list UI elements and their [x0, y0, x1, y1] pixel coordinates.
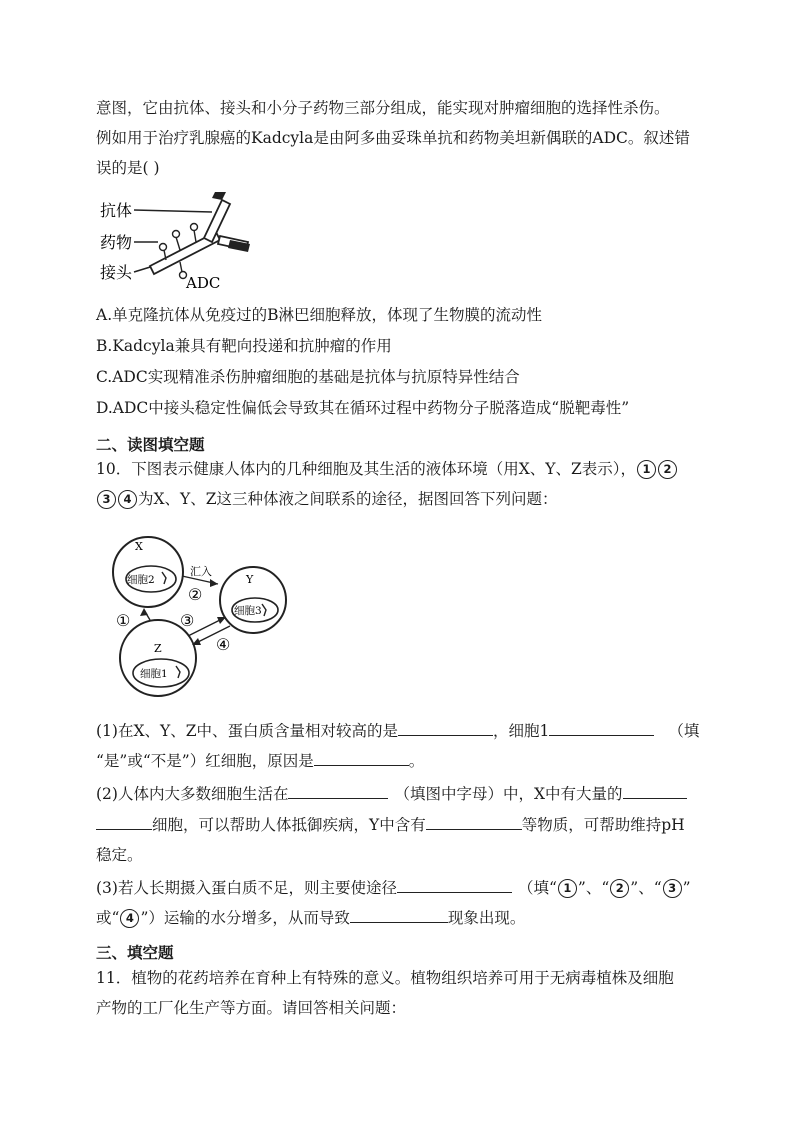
adc-label-linker: 接头	[100, 263, 133, 282]
q10-sub3-text-g: ”）运输的水分增多，从而导致	[140, 909, 350, 927]
answer-blank[interactable]	[350, 906, 448, 923]
answer-blank[interactable]	[426, 813, 522, 830]
answer-blank[interactable]	[397, 876, 512, 893]
q10-sub2-line-3: 稳定。	[96, 846, 143, 864]
q9-stem-line-1: 意图，它由抗体、接头和小分子药物三部分组成，能实现对肿瘤细胞的选择性杀伤。	[96, 99, 670, 117]
q10-sub3-text-e: ”	[682, 879, 691, 897]
q10-stem-line-1	[96, 458, 678, 480]
q10-sub3-line-1	[96, 876, 691, 899]
q10-sub1-text-c: （填	[668, 722, 700, 740]
q10-sub3-text-f: 或“	[96, 909, 120, 927]
q10-sub1-text-e: 。	[408, 752, 425, 770]
circled-number-1: 1	[558, 879, 577, 898]
flow-label-huiru: 汇入	[190, 565, 212, 578]
answer-blank[interactable]	[398, 719, 493, 736]
adc-label-antibody: 抗体	[100, 201, 133, 220]
q11-stem-line-2: 产物的工厂化生产等方面。请回答相关问题：	[96, 999, 407, 1017]
q9-stem-line-3: 误的是( )	[96, 159, 160, 177]
answer-blank[interactable]	[623, 782, 687, 799]
circled-number-4: 4	[120, 909, 139, 928]
adc-label-drug: 药物	[100, 233, 133, 252]
circled-number-2: 2	[610, 879, 629, 898]
adc-label-adc: ADC	[186, 274, 221, 292]
q10-stem-text-b: 为X、Y、Z这三种体液之间联系的途径，据图回答下列问题：	[138, 490, 558, 508]
q10-sub3-text-c: ”、“	[577, 879, 610, 897]
answer-blank[interactable]	[549, 719, 654, 736]
fluid-x-label: X	[135, 540, 143, 553]
q10-sub1-text-a: (1)在X、Y、Z中、蛋白质含量相对较高的是	[96, 722, 398, 740]
q9-option-a: A.单克隆抗体从免疫过的B淋巴细胞释放，体现了生物膜的流动性	[96, 306, 543, 324]
q10-sub3-text-b: （填“	[517, 879, 557, 897]
cell-2-label: 细胞2	[127, 574, 155, 586]
circled-number-2: 2	[658, 460, 677, 479]
q9-option-d: D.ADC中接头稳定性偏低会导致其在循环过程中药物分子脱落造成“脱靶毒性”	[96, 399, 630, 417]
q10-sub3-text-h: 现象出现。	[447, 909, 526, 927]
q10-sub3-text-a: (3)若人长期摄入蛋白质不足，则主要使途径	[96, 879, 397, 897]
pathway-4-label: ④	[216, 635, 231, 654]
fluid-y-label: Y	[246, 573, 254, 586]
q10-stem-line-2	[96, 488, 558, 510]
body-fluid-diagram	[106, 528, 316, 698]
pathway-3-label: ③	[180, 611, 195, 630]
section-2-title: 二、读图填空题	[96, 436, 205, 454]
answer-blank[interactable]	[96, 813, 152, 830]
q10-sub3-line-2	[96, 906, 525, 929]
circled-number-3: 3	[663, 879, 682, 898]
cell-3-label: 细胞3	[234, 605, 262, 617]
circled-number-3: 3	[97, 490, 116, 509]
q10-sub1-line-2	[96, 749, 424, 772]
fluid-z-label: Z	[154, 642, 162, 655]
q10-sub2-text-d: 等物质，可帮助维持pH	[521, 816, 685, 834]
adc-figure	[100, 192, 260, 292]
q10-sub1-line-1	[96, 719, 699, 742]
pathway-2-label: ②	[188, 585, 203, 604]
q10-stem-text-a: 10．下图表示健康人体内的几种细胞及其生活的液体环境（用X、Y、Z表示），	[96, 460, 637, 478]
section-3-title: 三、填空题	[96, 944, 174, 962]
circled-number-1: 1	[637, 460, 656, 479]
q9-option-c: C.ADC实现精准杀伤肿瘤细胞的基础是抗体与抗原特异性结合	[96, 368, 520, 386]
q10-sub2-line-1	[96, 782, 687, 805]
q10-sub2-line-2	[96, 813, 685, 836]
answer-blank[interactable]	[288, 782, 388, 799]
pathway-1-label: ①	[116, 611, 131, 630]
cell-1-label: 细胞1	[140, 668, 168, 680]
q10-sub2-text-c: 细胞，可以帮助人体抵御疾病，Y中含有	[152, 816, 426, 834]
q10-sub2-text-a: (2)人体内大多数细胞生活在	[96, 785, 289, 803]
answer-blank[interactable]	[314, 749, 409, 766]
q10-sub1-text-b: ，细胞1	[493, 722, 550, 740]
q9-stem-line-2: 例如用于治疗乳腺癌的Kadcyla是由阿多曲妥珠单抗和药物美坦新偶联的ADC。叙述错	[96, 129, 690, 147]
q10-sub1-text-d: “是”或“不是”）红细胞，原因是	[96, 752, 314, 770]
q10-sub3-text-d: ”、“	[630, 879, 662, 897]
circled-number-4: 4	[118, 490, 137, 509]
q10-sub2-text-b: （填图中字母）中，X中有大量的	[394, 785, 623, 803]
q11-stem-line-1: 11．植物的花药培养在育种上有特殊的意义。植物组织培养可用于无病毒植株及细胞	[96, 969, 674, 987]
q9-option-b: B.Kadcyla兼具有靶向投递和抗肿瘤的作用	[96, 337, 392, 355]
